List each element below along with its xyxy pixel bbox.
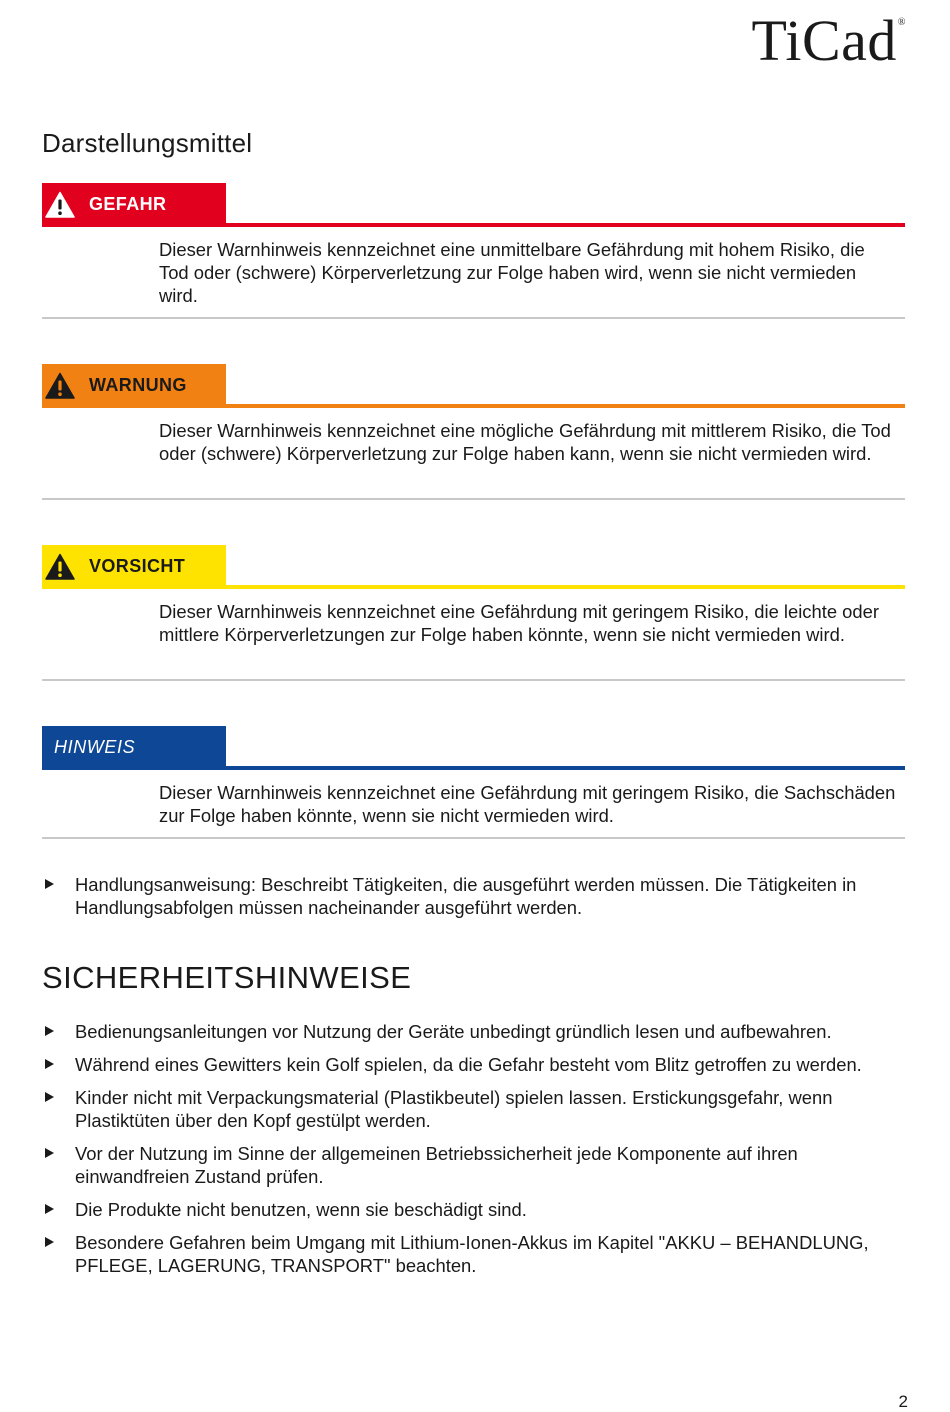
divider — [42, 498, 905, 500]
triangle-bullet-icon — [45, 1204, 54, 1214]
notice-hint-rule — [42, 766, 905, 770]
divider — [42, 837, 905, 839]
notice-danger — [42, 183, 905, 307]
triangle-bullet-icon — [45, 1237, 54, 1247]
safety-list — [42, 1020, 905, 1287]
notice-caution — [42, 545, 905, 646]
triangle-bullet-icon — [45, 879, 54, 889]
list-item-text: Vor der Nutzung im Sinne der allgemeinen Betriebssicherheit jede Komponente auf ihren einwandfreien Zustand prüfen. — [75, 1143, 798, 1187]
divider — [42, 679, 905, 681]
list-item-text: Bedienungsanleitungen vor Nutzung der Geräte unbedingt gründlich lesen und aufbewahren. — [75, 1021, 832, 1042]
instruction-list — [42, 873, 905, 919]
notice-hint-header — [42, 726, 905, 771]
notice-caution-rule — [42, 585, 905, 589]
page-number: 2 — [898, 1392, 908, 1411]
notice-hint — [42, 726, 905, 827]
notice-danger-label: GEFAHR — [89, 193, 167, 214]
triangle-bullet-icon — [45, 1026, 54, 1036]
notice-caution-label-box — [42, 545, 226, 587]
notice-hint-label: HINWEIS — [54, 736, 136, 757]
list-item — [42, 873, 905, 919]
notice-warning-label: WARNUNG — [89, 374, 187, 395]
list-item — [42, 1231, 905, 1277]
list-item-text: Handlungsanweisung: Beschreibt Tätigkeiten, die ausgeführt werden müssen. Die Tätigkeiten in Handlungsabfolgen müssen nacheinander ausgeführt werden. — [75, 874, 857, 918]
triangle-bullet-icon — [45, 1059, 54, 1069]
notice-hint-label-box — [42, 726, 226, 768]
logo-text: TiCad — [751, 8, 897, 73]
triangle-bullet-icon — [45, 1148, 54, 1158]
warning-triangle-icon — [45, 191, 75, 218]
notice-danger-text: Dieser Warnhinweis kennzeichnet eine unmittelbare Gefährdung mit hohem Risiko, die Tod oder (schwere) Körperverletzung zur Folge haben wird, wenn sie nicht vermieden wird. — [159, 239, 865, 306]
notice-danger-label-box — [42, 183, 226, 225]
warning-triangle-icon — [45, 553, 75, 580]
section-title-darstellungsmittel: Darstellungsmittel — [42, 128, 253, 158]
notice-warning-text: Dieser Warnhinweis kennzeichnet eine mögliche Gefährdung mit mittlerem Risiko, die Tod oder (schwere) Körperverletzung zur Folge haben kann, wenn sie nicht vermieden wird. — [159, 420, 891, 464]
notice-hint-text: Dieser Warnhinweis kennzeichnet eine Gefährdung mit geringem Risiko, die Sachschäden zur Folge haben könnte, wenn sie nicht vermieden wird. — [159, 782, 896, 826]
notice-warning-header — [42, 364, 905, 409]
ticad-logo — [751, 8, 906, 73]
notice-caution-text: Dieser Warnhinweis kennzeichnet eine Gefährdung mit geringem Risiko, die leichte oder mittlere Körperverletzungen zur Folge haben könnte, wenn sie nicht vermieden wird. — [159, 601, 879, 645]
notice-danger-rule — [42, 223, 905, 227]
list-item — [42, 1142, 905, 1188]
list-item — [42, 1020, 905, 1043]
notice-caution-header — [42, 545, 905, 590]
section-title-sicherheitshinweise: SICHERHEITSHINWEISE — [42, 960, 412, 995]
notice-warning-label-box — [42, 364, 226, 406]
list-item-text: Kinder nicht mit Verpackungsmaterial (Plastikbeutel) spielen lassen. Erstickungsgefahr, wenn Plastiktüten über den Kopf gestülpt werden. — [75, 1087, 833, 1131]
list-item-text: Die Produkte nicht benutzen, wenn sie beschädigt sind. — [75, 1199, 527, 1220]
list-item-text: Besondere Gefahren beim Umgang mit Lithium-Ionen-Akkus im Kapitel "AKKU – BEHANDLUNG, PFLEGE, LAGERUNG, TRANSPORT" beachten. — [75, 1232, 869, 1276]
list-item — [42, 1198, 905, 1221]
divider — [42, 317, 905, 319]
notice-warning-rule — [42, 404, 905, 408]
notice-danger-header — [42, 183, 905, 228]
notice-caution-label: VORSICHT — [89, 555, 186, 576]
notice-warning — [42, 364, 905, 465]
list-item — [42, 1053, 905, 1076]
registered-mark: ® — [897, 17, 906, 28]
triangle-bullet-icon — [45, 1092, 54, 1102]
warning-triangle-icon — [45, 372, 75, 399]
list-item-text: Während eines Gewitters kein Golf spielen, da die Gefahr besteht vom Blitz getroffen zu werden. — [75, 1054, 862, 1075]
list-item — [42, 1086, 905, 1132]
